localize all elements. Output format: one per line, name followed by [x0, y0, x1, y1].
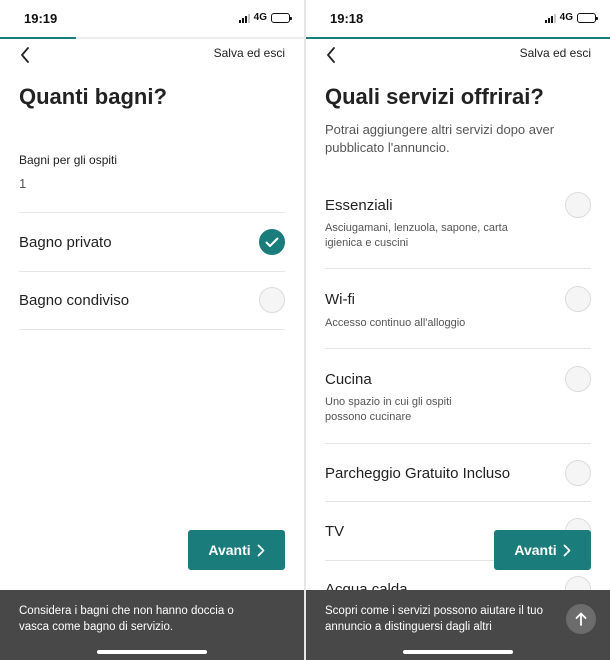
divider	[19, 329, 285, 330]
page-subtitle: Potrai aggiungere altri servizi dopo aver pubblicato l'annuncio.	[325, 122, 555, 155]
service-kitchen[interactable]: Cucina	[325, 371, 372, 388]
wifi-checkbox[interactable]	[565, 286, 591, 312]
progress-fill	[0, 37, 76, 39]
service-wifi-desc: Accesso continuo all'alloggio	[325, 317, 466, 329]
network-label: 4G	[559, 12, 573, 23]
arrow-up-icon	[575, 612, 587, 626]
service-essentials-desc: Asciugamani, lenzuola, sapone, carta igienica e cuscini	[325, 222, 508, 249]
next-button[interactable]	[494, 530, 591, 570]
status-bar	[306, 0, 610, 36]
service-tv[interactable]: TV	[325, 523, 345, 540]
chevron-left-icon	[20, 47, 30, 63]
scroll-up-button[interactable]	[566, 604, 596, 634]
free-parking-checkbox[interactable]	[565, 460, 591, 486]
service-free-parking[interactable]: Parcheggio Gratuito Incluso	[325, 465, 511, 482]
status-time: 19:19	[24, 11, 58, 26]
tip-bar	[0, 590, 304, 660]
guest-baths-label: Bagni per gli ospiti	[19, 153, 118, 167]
service-kitchen-desc: Uno spazio in cui gli ospiti possono cucinare	[325, 396, 452, 423]
status-indicators	[545, 12, 596, 23]
chevron-left-icon	[326, 47, 336, 63]
next-button[interactable]	[188, 530, 285, 570]
battery-icon	[271, 13, 290, 23]
divider	[325, 348, 591, 349]
essentials-checkbox[interactable]	[565, 192, 591, 218]
signal-icon	[239, 13, 250, 23]
home-indicator	[97, 650, 207, 654]
divider	[325, 268, 591, 269]
divider	[325, 501, 591, 502]
tip-text: Scopri come i servizi possono aiutare il tuo annuncio a distinguersi dagli altri	[325, 605, 543, 633]
chevron-right-icon	[563, 544, 571, 557]
option-shared-bath[interactable]: Bagno condiviso	[19, 292, 130, 309]
check-icon	[265, 237, 279, 248]
next-button-label: Avanti	[208, 542, 251, 558]
network-label: 4G	[253, 12, 267, 23]
back-button[interactable]	[14, 44, 36, 66]
screen-bathrooms	[0, 0, 304, 660]
next-button-label: Avanti	[514, 542, 557, 558]
status-time: 19:18	[330, 11, 364, 26]
page-title: Quali servizi offrirai?	[325, 84, 544, 109]
status-indicators	[239, 12, 290, 23]
progress-bar	[306, 37, 610, 39]
shared-bath-checkbox[interactable]	[259, 287, 285, 313]
save-exit-button[interactable]: Salva ed esci	[213, 46, 285, 60]
save-exit-button[interactable]: Salva ed esci	[519, 46, 591, 60]
progress-bar	[0, 37, 304, 39]
divider	[19, 271, 285, 272]
chevron-right-icon	[257, 544, 265, 557]
battery-icon	[577, 13, 596, 23]
progress-fill	[306, 37, 610, 39]
guest-baths-input[interactable]: 1	[19, 176, 27, 191]
option-private-bath[interactable]: Bagno privato	[19, 234, 112, 251]
back-button[interactable]	[320, 44, 342, 66]
service-wifi[interactable]: Wi-fi	[325, 291, 355, 308]
tip-text: Considera i bagni che non hanno doccia o vasca come bagno di servizio.	[19, 605, 234, 633]
screen-amenities	[306, 0, 610, 660]
signal-icon	[545, 13, 556, 23]
page-title: Quanti bagni?	[19, 84, 167, 109]
private-bath-checkbox[interactable]	[259, 229, 285, 255]
tip-bar	[306, 590, 610, 660]
kitchen-checkbox[interactable]	[565, 366, 591, 392]
home-indicator	[403, 650, 513, 654]
status-bar	[0, 0, 304, 36]
divider	[19, 212, 285, 213]
divider	[325, 443, 591, 444]
service-essentials[interactable]: Essenziali	[325, 197, 393, 214]
